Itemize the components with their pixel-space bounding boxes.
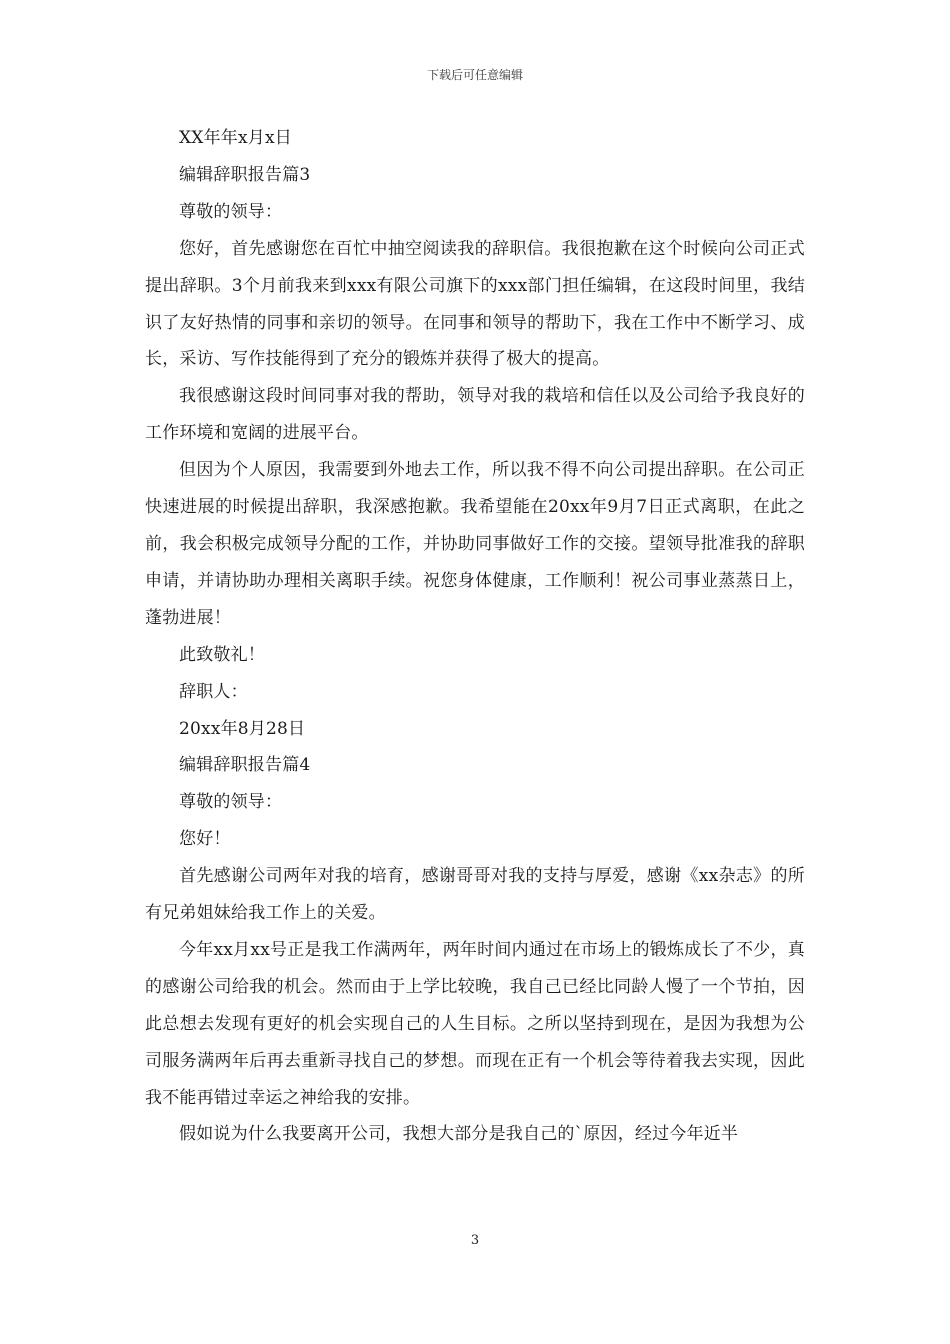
body-paragraph: 您好，首先感谢您在百忙中抽空阅读我的辞职信。我很抱歉在这个时候向公司正式提出辞职。3个月前我来到xxx有限公司旗下的xxx部门担任编辑，在这段时间里，我结识了友好热情的同事和亲切的领导。在同事和领导的帮助下，我在工作中不断学习、成长，采访、写作技能得到了充分的锻炼并获得了极大的提高。 <box>145 238 805 370</box>
document-body <box>145 120 805 1153</box>
signature-date: 20xx年8月28日 <box>179 718 306 739</box>
body-paragraph: 今年xx月xx号正是我工作满两年，两年时间内通过在市场上的锻炼成长了不少，真的感谢公司给我的机会。然而由于上学比较晚，我自己已经比同龄人慢了一个节拍，因此总想去发现有更好的机会实现自己的人生目标。之所以坚持到现在，是因为我想为公司服务满两年后再去重新寻找自己的梦想。而现在正有一个机会等待着我去实现，因此我不能再错过幸运之神给我的安排。 <box>145 939 805 1108</box>
closing: 此致敬礼！ <box>179 644 265 665</box>
date-line: XX年年x月x日 <box>179 128 292 148</box>
body-paragraph: 假如说为什么我要离开公司，我想大部分是我自己的`原因，经过今年近半 <box>179 1124 739 1145</box>
page-header: 下载后可任意编辑 <box>426 68 523 82</box>
body-paragraph: 我很感谢这段时间同事对我的帮助，领导对我的栽培和信任以及公司给予我良好的工作环境和宽阔的进展平台。 <box>145 386 805 444</box>
section-title: 编辑辞职报告篇4 <box>179 755 311 776</box>
body-paragraph: 但因为个人原因，我需要到外地去工作，所以我不得不向公司提出辞职。在公司正快速进展的时候提出辞职，我深感抱歉。我希望能在20xx年9月7日正式离职，在此之前，我会积极完成领导分配的工作，并协助同事做好工作的交接。望领导批准我的辞职申请，并请协助办理相关离职手续。祝您身体健康，工作顺利！祝公司事业蒸蒸日上，蓬勃进展！ <box>145 460 805 628</box>
page-number: 3 <box>470 1233 480 1248</box>
salutation: 尊敬的领导： <box>179 792 283 813</box>
body-paragraph: 首先感谢公司两年对我的培育，感谢哥哥对我的支持与厚爱，感谢《xx杂志》的所有兄弟姐妹给我工作上的关爱。 <box>145 866 805 924</box>
signature-label: 辞职人： <box>179 681 248 702</box>
salutation: 尊敬的领导： <box>179 201 283 222</box>
greeting: 您好！ <box>179 829 231 850</box>
section-title: 编辑辞职报告篇3 <box>179 164 311 185</box>
